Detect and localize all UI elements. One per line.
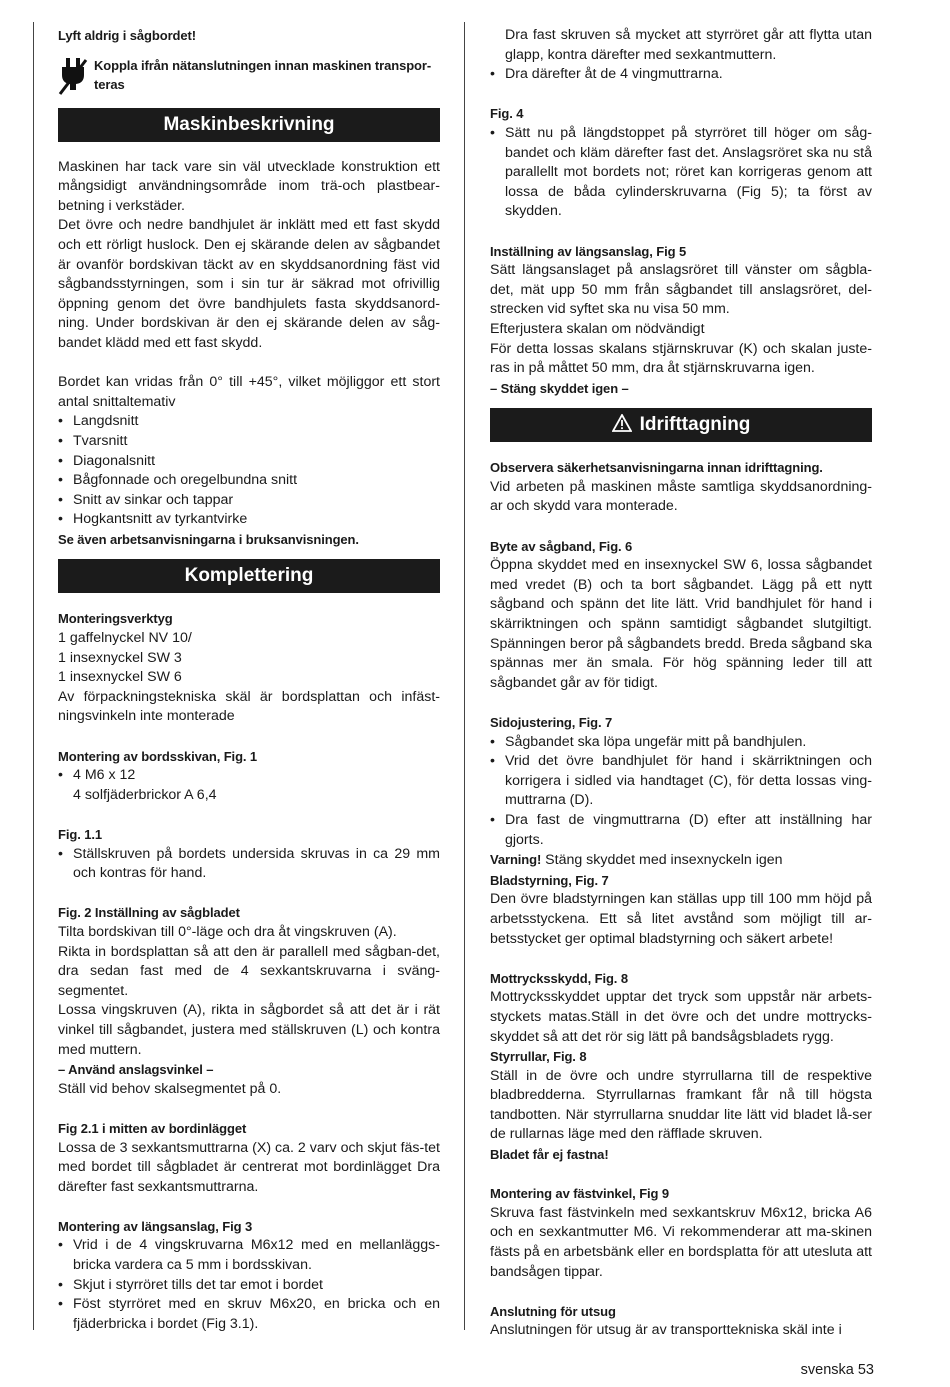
heading-maskinbeskrivning: Maskinbeskrivning bbox=[58, 108, 440, 142]
fig3-title: Montering av längsanslag, Fig 3 bbox=[58, 1218, 253, 1234]
fig2-paragraph-4: Ställ vid behov skalsegmentet på 0. bbox=[58, 1080, 282, 1097]
warning-triangle-icon bbox=[612, 414, 632, 432]
list-item: • Skjut i styrröret tills det tar emot i bordet bbox=[58, 1276, 440, 1296]
fig3-list bbox=[58, 1236, 440, 1334]
tool-item: 1 insexnyckel SW 6 bbox=[58, 669, 182, 686]
fig21-paragraph: Lossa de 3 sexkantsmuttrarna (X) ca. 2 varv och skjut fäs-tet med bordet till sågbladet är centrerat mot bordinlägget Dra därefter fast sexkantsmuttrarna. bbox=[58, 1139, 440, 1195]
fig5-note: – Stäng skyddet igen – bbox=[490, 380, 629, 396]
warning-no-lift: Lyft aldrig i sågbordet! bbox=[58, 28, 196, 43]
list-item: • Diagonalsnitt bbox=[58, 452, 440, 472]
fig1-list bbox=[58, 766, 440, 786]
list-item: • Sätt nu på längdstoppet på styrröret till höger om såg-bandet och kläm därefter fast det. Anslagsröret ska nu stå parallellt mot bordets not; röret kan korrigeras genom att lossa de båda cylinderskruvarna (Fig 5); ta först av skydden. bbox=[490, 124, 872, 222]
list-item: • Langdsnitt bbox=[58, 412, 440, 432]
fig8-paragraph: Mottrycksskyddet upptar det tryck som uppstår när arbets-styckets matas.Ställ in det övre och det undre mottrycks-skyddet så att det rör sig lätt på bandsågsbladets rygg. bbox=[490, 989, 872, 1045]
heading-komplettering: Komplettering bbox=[58, 559, 440, 593]
fig6-paragraph: Öppna skyddet med en insexnyckel SW 6, lossa sågbandet med vredet (B) och ta bort sågbandet. Lägg på ett nytt sågband och spänn det lite lätt. Vrid bandhjulet för hand i skärriktningen och spänn samtidigt sågbandet slutgiltigt. Spänningen beror på sågbandets bredd. Breda sågband ska spännas mer än smala. För hög spänning leder till att sågbandet går av för tidigt. bbox=[490, 557, 872, 691]
list-item: • Tvarsnitt bbox=[58, 432, 440, 452]
right-column bbox=[490, 26, 872, 1341]
list-item: • Vrid i de 4 vingskruvarna M6x12 med en mellanläggs-bricka vardera ca 5 mm i bordsskivan. bbox=[58, 1236, 440, 1275]
styrrullar-paragraph: Ställ in de övre och undre styrrullarna till de respektive bladbredderna. Styrrullarnas framkant får nå till högsta tandbotten. När styrrullarna snuddar lite lätt vid bladet lå-ser de rullarnas läge med den räfflade skruven. bbox=[490, 1067, 872, 1143]
tool-item: 1 insexnyckel SW 3 bbox=[58, 649, 182, 666]
list-item: • Föst styrröret med en skruv M6x20, en bricka och en fjäderbricka i bordet (Fig 3.1). bbox=[58, 1295, 440, 1334]
list-item: • Dra därefter åt de 4 vingmuttrarna. bbox=[490, 65, 872, 85]
bordet-paragraph: Bordet kan vridas från 0° till +45°, vilket möjliggor ett stort antal snittaltemativ bbox=[58, 374, 440, 410]
fig2-note: – Använd anslagsvinkel – bbox=[58, 1062, 214, 1078]
fig5-paragraph-2: Efterjustera skalan om nödvändigt bbox=[490, 320, 705, 337]
fig21-title: Fig 2.1 i mitten av bordinlägget bbox=[58, 1120, 247, 1136]
utsug-paragraph: Anslutningen för utsug är av transporttekniska skäl inte i bbox=[490, 1322, 842, 1339]
styrrullar-warning: Bladet får ej fastna! bbox=[490, 1147, 609, 1163]
tool-item: 1 gaffelnyckel NV 10/ bbox=[58, 630, 192, 647]
fig4-list bbox=[490, 124, 872, 222]
fig7-list bbox=[490, 733, 872, 851]
list-item: • Ställskruven på bordets undersida skruvas in ca 29 mm och kontras för hand. bbox=[58, 845, 440, 884]
fig2-paragraph-1: Tilta bordskivan till 0°-läge och dra åt vingskruven (A). bbox=[58, 923, 397, 940]
fig11-list bbox=[58, 845, 440, 884]
list-item: • Sågbandet ska löpa ungefär mitt på bandhjulen. bbox=[490, 733, 872, 753]
tools-title: Monteringsverktyg bbox=[58, 611, 173, 627]
heading-idrifttagning bbox=[490, 408, 872, 442]
list-item: • Hogkantsnitt av tyrkantvirke bbox=[58, 510, 440, 530]
fig4-title: Fig. 4 bbox=[490, 106, 524, 122]
maskin-paragraph-2: Det övre och nedre bandhjulet är inklätt med ett fast skydd och ett rörligt huslock. Den ej skärande delen av sågbandet är ovanför bordskivan täckt av en skyddsanordning fäst vid sågbandsstyrningen, som i sin tur är säkrad mot ofrivillig öppning genom det övre bandhjulets fasta skyddsanord-ning. Under bordskivan är den ej skärande delen av såg-bandet klädd med ett fast skydd. bbox=[58, 217, 440, 351]
fig5-paragraph-3: För detta lossas skalans stjärnskruvar (K) och skalan juste-ras in på måttet 50 mm, dra åt stjärnskruvarna igen. bbox=[490, 340, 872, 377]
list-item: • Vrid det övre bandhjulet för hand i skärriktningen och korrigera i sidled via handtaget (C), för detta lossas ving-muttrarna (D). bbox=[490, 752, 872, 811]
varning-label: Varning! bbox=[490, 852, 542, 868]
unplug-text: Koppla ifrån nätanslutningen innan maskinen transpor-teras bbox=[94, 57, 432, 92]
list-item: • Dra fast de vingmuttrarna (D) efter att inställning har gjorts. bbox=[490, 811, 872, 850]
continued-list bbox=[490, 65, 872, 85]
fig1-line1: • 4 M6 x 12 bbox=[58, 766, 440, 786]
left-column bbox=[58, 26, 440, 1334]
column-divider-middle bbox=[464, 22, 465, 1330]
continued-paragraph: Dra fast skruven så mycket att styrröret går att flytta utan glapp, kontra därefter med sexkantmuttern. bbox=[505, 27, 872, 63]
heading-idrifttagning-text: Idrifttagning bbox=[639, 414, 751, 436]
list-item: • Bågfonnade och oregelbundna snitt bbox=[58, 471, 440, 491]
obs-title: Observera säkerhetsanvisningarna innan idrifttagning. bbox=[490, 460, 823, 476]
fig2-title: Fig. 2 Inställning av sågbladet bbox=[58, 905, 240, 921]
fig7-title: Sidojustering, Fig. 7 bbox=[490, 715, 613, 730]
obs-paragraph: Vid arbeten på maskinen måste samtliga skyddsanordning-ar och skydd vara monterade. bbox=[490, 478, 872, 515]
see-also-note: Se även arbetsanvisningarna i bruksanvisningen. bbox=[58, 531, 359, 547]
fig9-paragraph: Skruva fast fästvinkeln med sexkantskruv M6x12, bricka A6 och en sexkantmutter M6. Vi rekommenderar att ma-skinen fästs på en arbetsbänk eller en bordsplatta för att utesluta att bandsågen tippar. bbox=[490, 1204, 872, 1280]
fig1-line2: 4 solfjäderbrickor A 6,4 bbox=[73, 786, 217, 803]
fig8-title: Mottrycksskydd, Fig. 8 bbox=[490, 970, 628, 986]
column-divider-left bbox=[33, 22, 34, 1330]
bladstyrning-paragraph: Den övre bladstyrningen kan ställas upp till 100 mm höjd på arbetsstyckena. Ett så litet avstånd som möjligt till ar-betsstycket ger optimal bladstyrning och säkert arbete! bbox=[490, 891, 872, 947]
varning-text: Stäng skyddet med insexnyckeln igen bbox=[541, 852, 783, 869]
unplug-warning bbox=[58, 56, 440, 96]
packaging-paragraph: Av förpackningstekniska skäl är bordsplattan och infäst-ningsvinkeln inte monterade bbox=[58, 688, 440, 725]
bladstyrning-title: Bladstyrning, Fig. 7 bbox=[490, 872, 609, 888]
maskin-paragraph-1: Maskinen har tack vare sin väl utvecklade konstruktion ett mångsidigt användningsområde inom trä-och plastbear-betning i verkstäder. bbox=[58, 158, 440, 214]
fig5-paragraph-1: Sätt längsanslaget på anslagsröret till vänster om sågbla-det, mät upp 50 mm från sågbandet till anslagsröret, del-strecken vid syftet ska nu visa 50 mm. bbox=[490, 262, 872, 318]
fig1-title: Montering av bordsskivan, Fig. 1 bbox=[58, 748, 258, 764]
unplug-icon bbox=[58, 56, 88, 96]
page-footer: svenska 53 bbox=[800, 1362, 874, 1378]
fig2-paragraph-2: Rikta in bordsplattan så att den är parallell med sågban-det, dra sedan fast med de 4 sexkantskruvarna i sväng-segmentet. bbox=[58, 943, 440, 999]
varning-line bbox=[490, 850, 872, 871]
utsug-title: Anslutning för utsug bbox=[490, 1303, 616, 1319]
styrrullar-title: Styrrullar, Fig. 8 bbox=[490, 1049, 587, 1065]
fig6-title: Byte av sågband, Fig. 6 bbox=[490, 538, 633, 554]
cut-list bbox=[58, 412, 440, 530]
fig2-paragraph-3: Lossa vingskruven (A), rikta in sågbordet så att det är i rät vinkel till sågbandet, justera med ställskruven (L) och kontra med muttern. bbox=[58, 1002, 440, 1058]
list-item: • Snitt av sinkar och tappar bbox=[58, 491, 440, 511]
fig11-title: Fig. 1.1 bbox=[58, 827, 102, 842]
fig5-title: Inställning av längsanslag, Fig 5 bbox=[490, 243, 687, 259]
fig9-title: Montering av fästvinkel, Fig 9 bbox=[490, 1186, 670, 1202]
